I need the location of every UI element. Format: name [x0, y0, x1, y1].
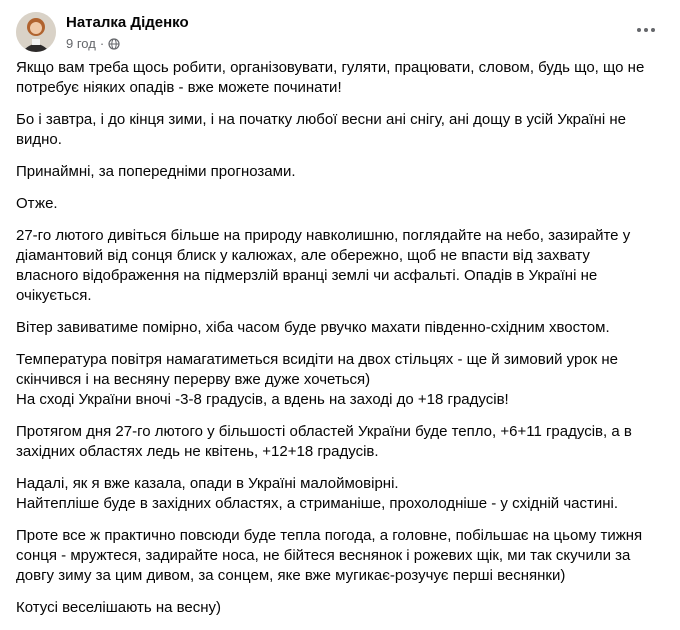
meta-separator: ·	[99, 36, 105, 51]
post-paragraph: Бо і завтра, і до кінця зими, і на початку любої весни ані снігу, ані дощу в усій Україні не видно.	[16, 111, 626, 148]
post-paragraph: Температура повітря намагатиметься всидіти на двох стільцях - ще й зимовий урок не скінчився і на весняну перерву вже дуже хочеться) На сході України вночі -3-8 градусів, а вдень на заході до +18 градусів!	[16, 351, 619, 408]
post-paragraph: Проте все ж практично повсюди буде тепла погода, а головне, побільшає на цьому тижня сонця - мружтеся, задирайте носа, не бійтеся веснянок і рожевих щік, ми так скучили за довгу зиму за цим дивом, за сонцем, яке вже мугикає-розучує перші веснянки)	[16, 527, 643, 584]
post-paragraph: Надалі, як я вже казала, опади в Україні малоймовірні. Найтепліше буде в західних областях, а стриманіше, прохолодніше - у східній частині.	[16, 475, 619, 512]
avatar-image	[16, 12, 56, 52]
post-paragraph: Отже.	[16, 195, 58, 212]
post-timestamp[interactable]: 9 год	[66, 36, 96, 51]
post-meta	[66, 36, 120, 51]
globe-icon[interactable]	[108, 38, 120, 50]
more-options-icon[interactable]	[634, 22, 658, 38]
post-paragraph: Вітер завиватиме помірно, хіба часом буде рвучко махати південно-східним хвостом.	[16, 319, 610, 336]
post-text	[16, 58, 652, 630]
post-paragraph: Якщо вам треба щось робити, організовувати, гуляти, працювати, словом, будь що, що не потребує ніяких опадів - вже можете починати!	[16, 59, 645, 96]
post-paragraph: 27-го лютого дивіться більше на природу навколишню, поглядайте на небо, зазирайте у діамантовий від сонця блиск у калюжах, але обережно, щоб не впасти від захвату власного відображення на підмерзлій вранці землі чи асфальті. Опадів в Україні не очікується.	[16, 227, 631, 304]
avatar[interactable]	[16, 12, 56, 52]
post-header	[16, 12, 664, 56]
post-paragraph: Принаймні, за попередніми прогнозами.	[16, 163, 296, 180]
author-name[interactable]: Наталка Діденко	[66, 14, 189, 31]
post-paragraph: Протягом дня 27-го лютого у більшості областей України буде тепло, +6+11 градусів, а в західних областях ледь не квітень, +12+18 градусів.	[16, 423, 632, 460]
post-paragraph: Котусі веселішають на весну)	[16, 599, 222, 616]
